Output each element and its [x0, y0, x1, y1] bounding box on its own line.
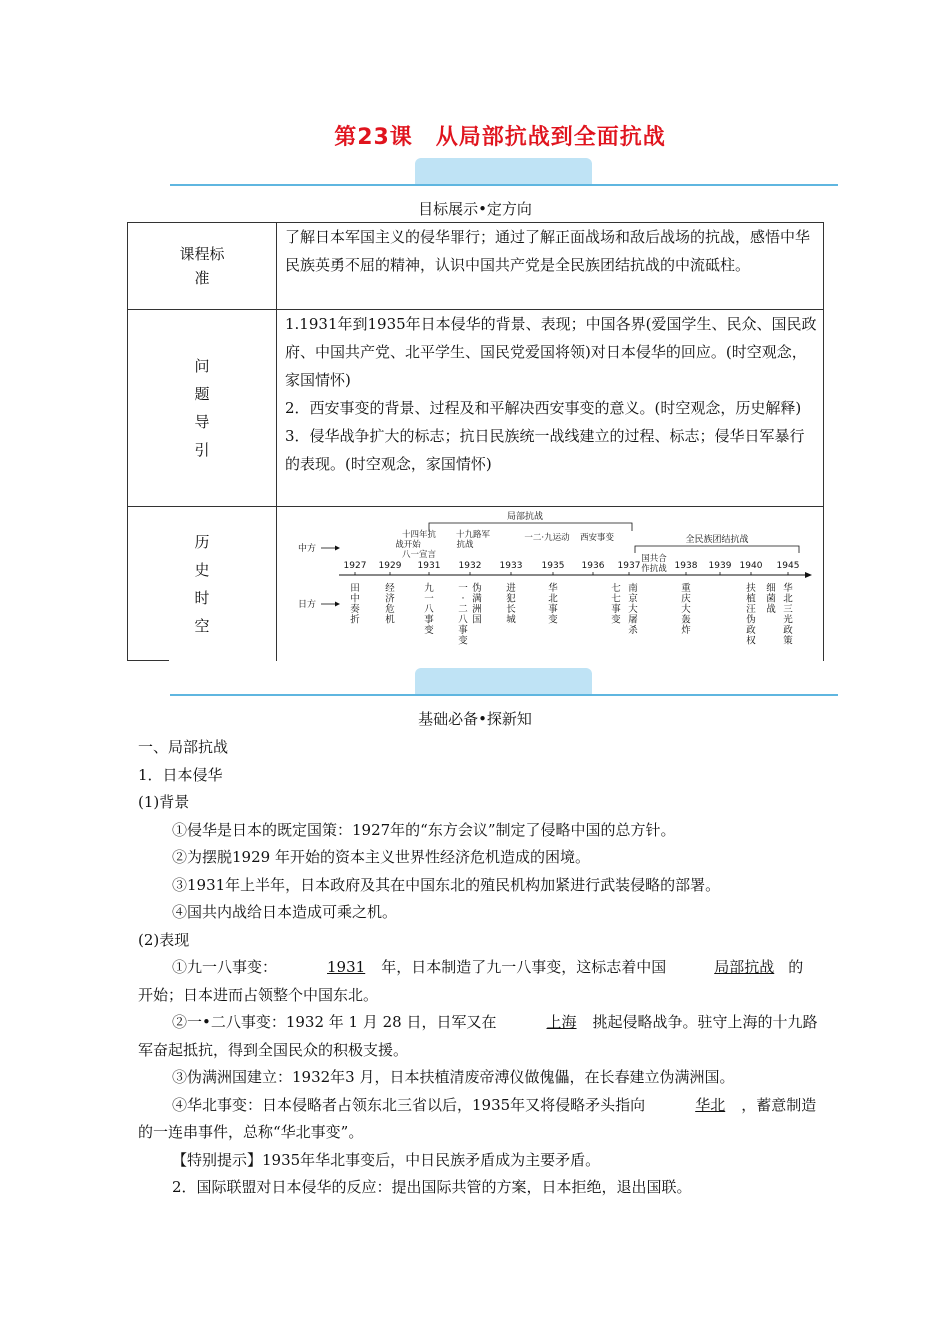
- china-event: 作抗战: [641, 564, 667, 574]
- japan-event: 事: [611, 604, 621, 615]
- item-918: ①九一八事变： 1931 年，日本制造了九一八事变，这标志着中国 局部抗战 的开始；日本进而占领整个中国东北。: [138, 954, 818, 1009]
- japan-event: 大: [628, 604, 638, 615]
- japan-event: 战: [766, 604, 776, 615]
- goal-row-standard: [128, 223, 824, 310]
- japan-event: 犯: [506, 593, 516, 605]
- question-1: 1.1931年到1935年日本侵华的背景、表现；中国各界(爱国学生、民众、国民政府、中国共产党、北平学生、国民党爱国将领)对日本侵华的回应。(时空观念，家国情怀): [285, 315, 817, 389]
- japan-event: 政: [746, 625, 756, 636]
- answer-blank: 华北: [695, 1095, 726, 1114]
- japan-event: 进: [506, 583, 516, 594]
- japan-side-label: 日方: [297, 600, 317, 610]
- year-label: 1940: [739, 561, 763, 571]
- japan-event: 庆: [681, 593, 691, 605]
- item-128: ②一•二八事变：1932 年 1 月 28 日，日军又在 上海 挑起侵略战争。驻守上海的十九路军奋起抵抗，得到全国民众的积极支援。: [138, 1009, 818, 1064]
- japan-event: 危: [385, 604, 395, 615]
- basics-header: 基础必备•探新知: [418, 710, 532, 728]
- japan-event: 伪: [746, 614, 756, 626]
- japan-event: 北: [783, 593, 793, 605]
- timeline-diagram: [277, 507, 826, 661]
- japan-event: 七: [611, 593, 621, 605]
- heading-1: 一、局部抗战: [138, 738, 229, 756]
- japan-event: 经: [385, 583, 395, 594]
- year-label: 1938: [674, 561, 698, 571]
- japan-event: 事: [548, 604, 558, 615]
- bg-item: ②为摆脱1929 年开始的资本主义世界性经济危机造成的困境。: [172, 848, 590, 866]
- japan-event: 屠: [628, 614, 638, 626]
- china-event: 八一宣言: [401, 550, 437, 560]
- year-label: 1933: [499, 561, 523, 571]
- show-title: (2)表现: [138, 930, 190, 949]
- japan-event: 政: [783, 625, 793, 636]
- section-band: [170, 668, 838, 696]
- row-label: 问题导引: [128, 310, 277, 507]
- japan-event: 大: [681, 604, 691, 615]
- china-event: 战开始: [395, 540, 421, 550]
- total-war-bracket: [635, 546, 799, 553]
- local-war-label: 局部抗战: [506, 512, 544, 522]
- china-event: 西安事变: [579, 533, 615, 543]
- japan-event: 长: [506, 604, 516, 615]
- page-title: 第23课 从局部抗战到全面抗战: [334, 125, 666, 150]
- japan-event: 满: [472, 593, 482, 605]
- china-arrow-head: [335, 546, 340, 551]
- japan-event: 机: [385, 614, 395, 626]
- year-label: 1937: [617, 561, 641, 571]
- japan-event: 细: [766, 583, 776, 594]
- japan-event: ·: [461, 593, 465, 605]
- japan-event: 变: [458, 635, 468, 647]
- japan-event: 事: [424, 614, 434, 626]
- bg-item: ③1931年上半年，日本政府及其在中国东北的殖民机构加紧进行武装侵略的部署。: [172, 875, 721, 894]
- china-event: 一二·九运动: [524, 533, 570, 543]
- year-label: 1931: [417, 561, 441, 571]
- japan-event: 权: [746, 635, 756, 647]
- bg-item: ①侵华是日本的既定国策：1927年的“东方会议”制定了侵略中国的总方针。: [172, 820, 676, 839]
- japan-event: 田: [350, 583, 360, 594]
- japan-event: 一: [424, 593, 434, 605]
- japan-event: 南: [628, 583, 638, 594]
- japan-event: 光: [783, 614, 793, 626]
- content: [138, 734, 818, 1202]
- league-reaction: 2．国际联盟对日本侵华的反应：提出国际共管的方案，日本拒绝，退出国联。: [172, 1178, 692, 1196]
- japan-event: 京: [628, 593, 638, 605]
- item-huabei: ④华北事变：日本侵略者占领东北三省以后，1935年又将侵略矛头指向 华北 ，蓄意制造的一连串事件，总称“华北事变”。: [138, 1092, 818, 1147]
- japan-event: 华: [783, 583, 793, 594]
- japan-arrow-head: [335, 602, 340, 607]
- answer-blank: 1931: [327, 958, 366, 976]
- japan-event: 折: [350, 614, 360, 626]
- china-side-label: 中方: [297, 544, 317, 554]
- timeline-arrow-head: [805, 572, 812, 578]
- year-label: 1939: [708, 561, 732, 571]
- row-label: 课程标准: [128, 223, 277, 310]
- japan-event: 变: [611, 614, 621, 626]
- goal-row-timeline: [128, 507, 824, 662]
- row-body: [277, 310, 824, 507]
- special-tip: 【特别提示】1935年华北事变后，中日民族矛盾成为主要矛盾。: [172, 1150, 601, 1169]
- answer-blank: 局部抗战: [714, 958, 775, 976]
- china-event: 十四年抗: [401, 530, 437, 540]
- question-2: 2．西安事变的背景、过程及和平解决西安事变的意义。(时空观念，历史解释): [285, 399, 802, 417]
- goal-row-questions: [128, 310, 824, 507]
- japan-event: 植: [746, 593, 756, 605]
- japan-event: 汪: [746, 604, 756, 615]
- row-label: 历史时空: [128, 507, 277, 662]
- japan-event: 北: [548, 593, 558, 605]
- japan-event: 变: [548, 614, 558, 626]
- japan-event: 菌: [766, 593, 776, 605]
- section-band: [170, 158, 838, 186]
- japan-event: 炸: [681, 625, 691, 636]
- japan-event: 二: [458, 604, 468, 615]
- year-label: 1932: [458, 561, 482, 571]
- japan-event: 城: [506, 614, 516, 626]
- goals-header: 目标展示•定方向: [418, 200, 532, 218]
- goal-table: [127, 222, 824, 661]
- answer-blank: 上海: [546, 1013, 577, 1031]
- japan-event: 奏: [350, 604, 360, 615]
- japan-event: 九: [424, 583, 434, 594]
- japan-event: 七: [611, 583, 621, 594]
- japan-event: 策: [783, 635, 793, 647]
- japan-event: 八: [458, 614, 468, 626]
- japan-event: 济: [385, 593, 395, 605]
- bg-title: (1)背景: [138, 793, 190, 811]
- japan-event: 伪: [472, 583, 482, 594]
- japan-event: 扶: [746, 583, 756, 594]
- japan-event: 一: [458, 583, 468, 594]
- japan-event: 洲: [472, 604, 482, 615]
- bg-item: ④国共内战给日本造成可乘之机。: [172, 903, 398, 921]
- japan-event: 三: [783, 604, 793, 615]
- japan-event: 重: [681, 583, 691, 594]
- row-body: 了解日本军国主义的侵华罪行；通过了解正面战场和敌后战场的抗战，感悟中华民族英勇不屈的精神，认识中国共产党是全民族团结抗战的中流砥柱。: [277, 223, 824, 310]
- japan-event: 中: [350, 593, 360, 605]
- japan-event: 杀: [628, 625, 638, 636]
- japan-event: 事: [458, 625, 468, 636]
- heading-2: 1．日本侵华: [138, 765, 223, 784]
- japan-event: 八: [424, 604, 434, 615]
- timeline-cell: [277, 507, 824, 662]
- total-war-label: 全民族团结抗战: [685, 535, 749, 545]
- year-label: 1929: [378, 561, 402, 571]
- item-manchukuo: ③伪满洲国建立：1932年3 月，日本扶植清废帝溥仪做傀儡，在长春建立伪满洲国。: [172, 1068, 735, 1086]
- table-bottom-rule: [127, 660, 169, 661]
- japan-event: 国: [472, 614, 482, 626]
- question-3: 3．侵华战争扩大的标志；抗日民族统一战线建立的过程、标志；侵华日军暴行的表现。(时空观念，家国情怀): [285, 427, 805, 473]
- japan-event: 轰: [681, 614, 691, 626]
- china-event: 十九路军: [455, 530, 491, 540]
- china-event: 抗战: [456, 540, 474, 550]
- japan-event: 变: [424, 625, 434, 636]
- china-event: 国共合: [641, 554, 667, 564]
- year-label: 1936: [581, 561, 605, 571]
- japan-event: 华: [548, 583, 558, 594]
- year-label: 1945: [776, 561, 800, 571]
- year-label: 1927: [343, 561, 367, 571]
- year-label: 1935: [541, 561, 565, 571]
